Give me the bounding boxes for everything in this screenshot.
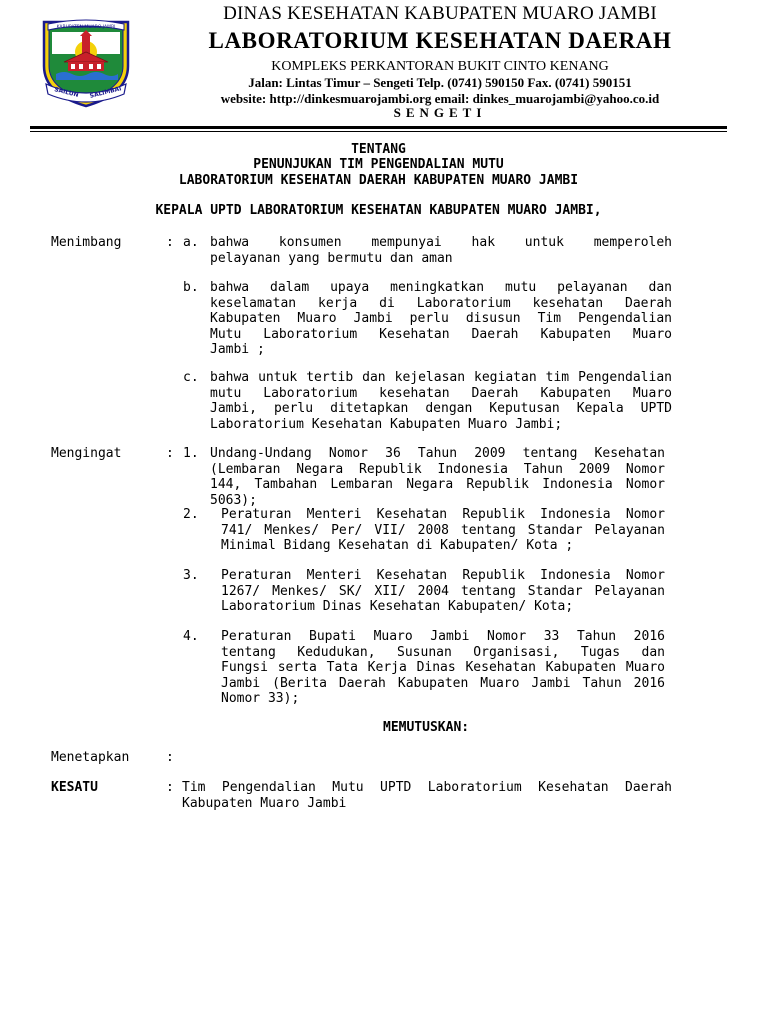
- text-line: 1267/ Menkes/ SK/ XII/ 2004 tentang Standar Pelayanan: [221, 583, 665, 599]
- text-line: pelayanan yang bermutu dan aman: [210, 250, 453, 266]
- text-line: (Lembaran Negara Republik Indonesia Tahun 2009 Nomor: [210, 461, 665, 477]
- title-line-1: PENUNJUKAN TIM PENGENDALIAN MUTU: [253, 157, 504, 172]
- menimbang-mark-a: a.: [183, 235, 199, 250]
- text-line: Nomor 33);: [221, 691, 300, 706]
- agency-name: DINAS KESEHATAN KABUPATEN MUARO JAMBI: [223, 3, 657, 24]
- text-line: Fungsi serta Tata Kerja Dinas Kesehatan Kabupaten Muaro: [221, 660, 665, 675]
- text-line: mutu Laboratorium kesehatan Daerah Kabupaten Muaro: [210, 385, 672, 401]
- text-line: Jambi (Berita Daerah Kabupaten Muaro Jambi Tahun 2016: [221, 675, 665, 691]
- text-line: Peraturan Menteri Kesehatan Republik Indonesia Nomor: [221, 568, 665, 583]
- emblem-ribbon-top-text: KABUPATEN MUARO JAMBI: [56, 25, 116, 30]
- text-line: Undang-Undang Nomor 36 Tahun 2009 tentang Kesehatan: [210, 446, 665, 461]
- mengingat-mark-4: 4.: [183, 629, 199, 644]
- letterhead-rule-thick: [30, 126, 727, 129]
- lab-name: LABORATORIUM KESEHATAN DAERAH: [208, 28, 672, 53]
- city-name: SENGETI: [393, 105, 487, 120]
- mengingat-mark-1: 1.: [183, 446, 199, 461]
- text-line: tentang Kedudukan, Susunan Organisasi, Tugas dan: [221, 644, 665, 660]
- menimbang-colon: :: [166, 235, 174, 250]
- kesatu-label: KESATU: [51, 780, 98, 795]
- text-line: Kabupaten Muaro Jambi: [182, 795, 347, 811]
- mengingat-label: Mengingat: [51, 446, 122, 461]
- muaro-jambi-emblem: [38, 14, 134, 108]
- text-line: Kabupaten Muaro Jambi perlu disusun Tim Pengendalian: [210, 311, 672, 326]
- text-line: bahwa untuk tertib dan kejelasan kegiatan tim Pengendalian: [210, 370, 672, 385]
- menetapkan-label: Menetapkan: [51, 750, 130, 765]
- menimbang-item-a: [210, 235, 672, 266]
- menimbang-mark-c: c.: [183, 370, 199, 385]
- text-line: keselamatan kerja di Laboratorium kesehatan Daerah: [210, 295, 672, 311]
- web-email-line: website: http://dinkesmuarojambi.org email: dinkes_muarojambi@yahoo.co.id: [220, 91, 660, 106]
- text-line: Laboratorium Kesehatan Kabupaten Muaro Jambi;: [210, 416, 563, 432]
- emblem-ribbon-right-text: SALIMBAI: [89, 85, 123, 100]
- text-line: Mutu Laboratorium Kesehatan Daerah Kabupaten Muaro: [210, 326, 672, 342]
- memutuskan-heading: MEMUTUSKAN:: [383, 720, 470, 735]
- menimbang-item-b: [210, 280, 672, 358]
- text-line: 741/ Menkes/ Per/ VII/ 2008 tentang Standar Pelayanan: [221, 522, 665, 538]
- office-complex: KOMPLEKS PERKANTORAN BUKIT CINTO KENANG: [271, 59, 609, 74]
- mengingat-mark-2: 2.: [183, 507, 199, 522]
- menimbang-mark-b: b.: [183, 280, 199, 295]
- menimbang-label: Menimbang: [51, 235, 122, 250]
- kesatu-text: [182, 780, 672, 811]
- issuer-title: KEPALA UPTD LABORATORIUM KESEHATAN KABUPATEN MUARO JAMBI,: [155, 203, 602, 218]
- text-line: Laboratorium Dinas Kesehatan Kabupaten/ Kota;: [221, 599, 574, 614]
- mengingat-item-3: [221, 568, 665, 615]
- text-line: 5063);: [210, 492, 257, 508]
- mengingat-item-1: [210, 446, 665, 508]
- emblem-ribbon-left-text: SAILUN: [53, 86, 80, 99]
- menimbang-item-c: [210, 370, 672, 432]
- text-line: 144, Tambahan Lembaran Negara Republik Indonesia Nomor: [210, 477, 665, 492]
- letterhead-rule-thin: [30, 131, 727, 132]
- text-line: Jambi ;: [210, 342, 265, 357]
- menetapkan-colon: :: [166, 750, 174, 765]
- text-line: bahwa dalam upaya meningkatkan mutu pelayanan dan: [210, 280, 672, 295]
- title-line-2: LABORATORIUM KESEHATAN DAERAH KABUPATEN MUARO JAMBI: [178, 173, 579, 188]
- mengingat-mark-3: 3.: [183, 568, 199, 583]
- mengingat-colon: :: [166, 446, 174, 461]
- title-tentang: TENTANG: [351, 142, 406, 157]
- text-line: Peraturan Menteri Kesehatan Republik Indonesia Nomor: [221, 507, 665, 522]
- text-line: Peraturan Bupati Muaro Jambi Nomor 33 Tahun 2016: [221, 629, 665, 644]
- mengingat-item-4: [221, 629, 665, 707]
- text-line: bahwa konsumen mempunyai hak untuk memperoleh: [210, 235, 672, 250]
- text-line: Tim Pengendalian Mutu UPTD Laboratorium Kesehatan Daerah: [182, 780, 672, 795]
- text-line: Jambi, perlu ditetapkan dengan Keputusan Kepala UPTD: [210, 401, 672, 416]
- kesatu-colon: :: [166, 780, 174, 795]
- address-line: Jalan: Lintas Timur – Sengeti Telp. (0741) 590150 Fax. (0741) 590151: [248, 75, 632, 90]
- text-line: Minimal Bidang Kesehatan di Kabupaten/ Kota ;: [221, 538, 574, 553]
- mengingat-item-2: [221, 507, 665, 554]
